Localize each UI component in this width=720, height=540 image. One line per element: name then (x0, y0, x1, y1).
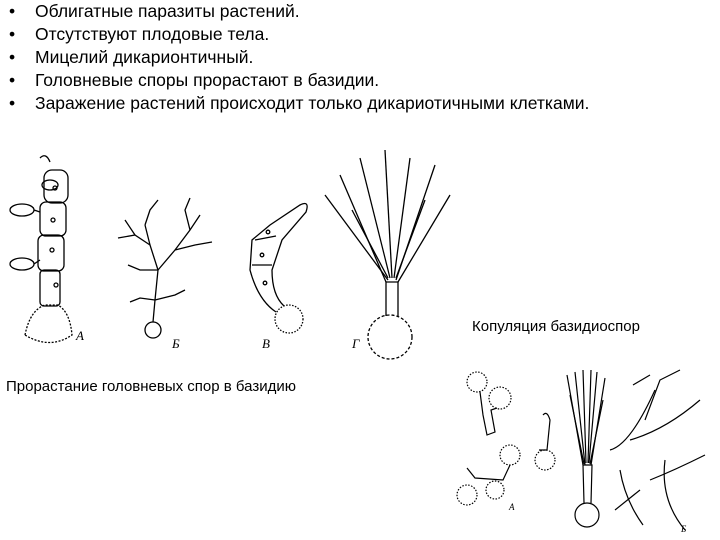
stage-label-b: Б (172, 336, 180, 351)
bullet-text: Облигатные паразиты растений. (35, 1, 300, 21)
bullet-text: Заражение растений происходит только дикариотичными клетками. (35, 93, 590, 113)
bullet-item (0, 69, 720, 92)
caption-spore-germination: Прорастание головневых спор в базидию (6, 378, 296, 395)
stage-label-g: Г (352, 336, 360, 351)
bullet-dot: • (9, 93, 16, 113)
bullet-item (0, 23, 720, 46)
part-a-drawing (457, 372, 555, 505)
part-label-b: Б (681, 524, 687, 534)
bullet-item (0, 0, 720, 23)
stage-g-drawing (325, 150, 450, 359)
bullet-dot: • (9, 47, 16, 67)
basidia-illustration (0, 140, 460, 355)
stage-b-drawing (118, 198, 212, 338)
bullet-item (0, 46, 720, 69)
caption-basidiospore-copulation: Копуляция базидиоспор (472, 318, 640, 335)
stage-a-drawing (10, 156, 72, 343)
bullet-dot: • (9, 24, 16, 44)
bullet-item (0, 92, 720, 115)
bullet-text: Головневые споры прорастают в базидии. (35, 70, 380, 90)
basidiospore-copulation-illustration (455, 360, 715, 538)
part-b-drawing (567, 370, 705, 530)
stage-label-v: В (262, 336, 270, 351)
part-label-a: А (509, 502, 515, 512)
bullet-list (0, 0, 720, 115)
bullet-dot: • (9, 70, 16, 90)
bullet-text: Мицелий дикарионтичный. (35, 47, 254, 67)
stage-v-drawing (250, 204, 307, 333)
bullet-dot: • (9, 1, 16, 21)
stage-label-a: А (76, 328, 84, 343)
bullet-text: Отсутствуют плодовые тела. (35, 24, 270, 44)
